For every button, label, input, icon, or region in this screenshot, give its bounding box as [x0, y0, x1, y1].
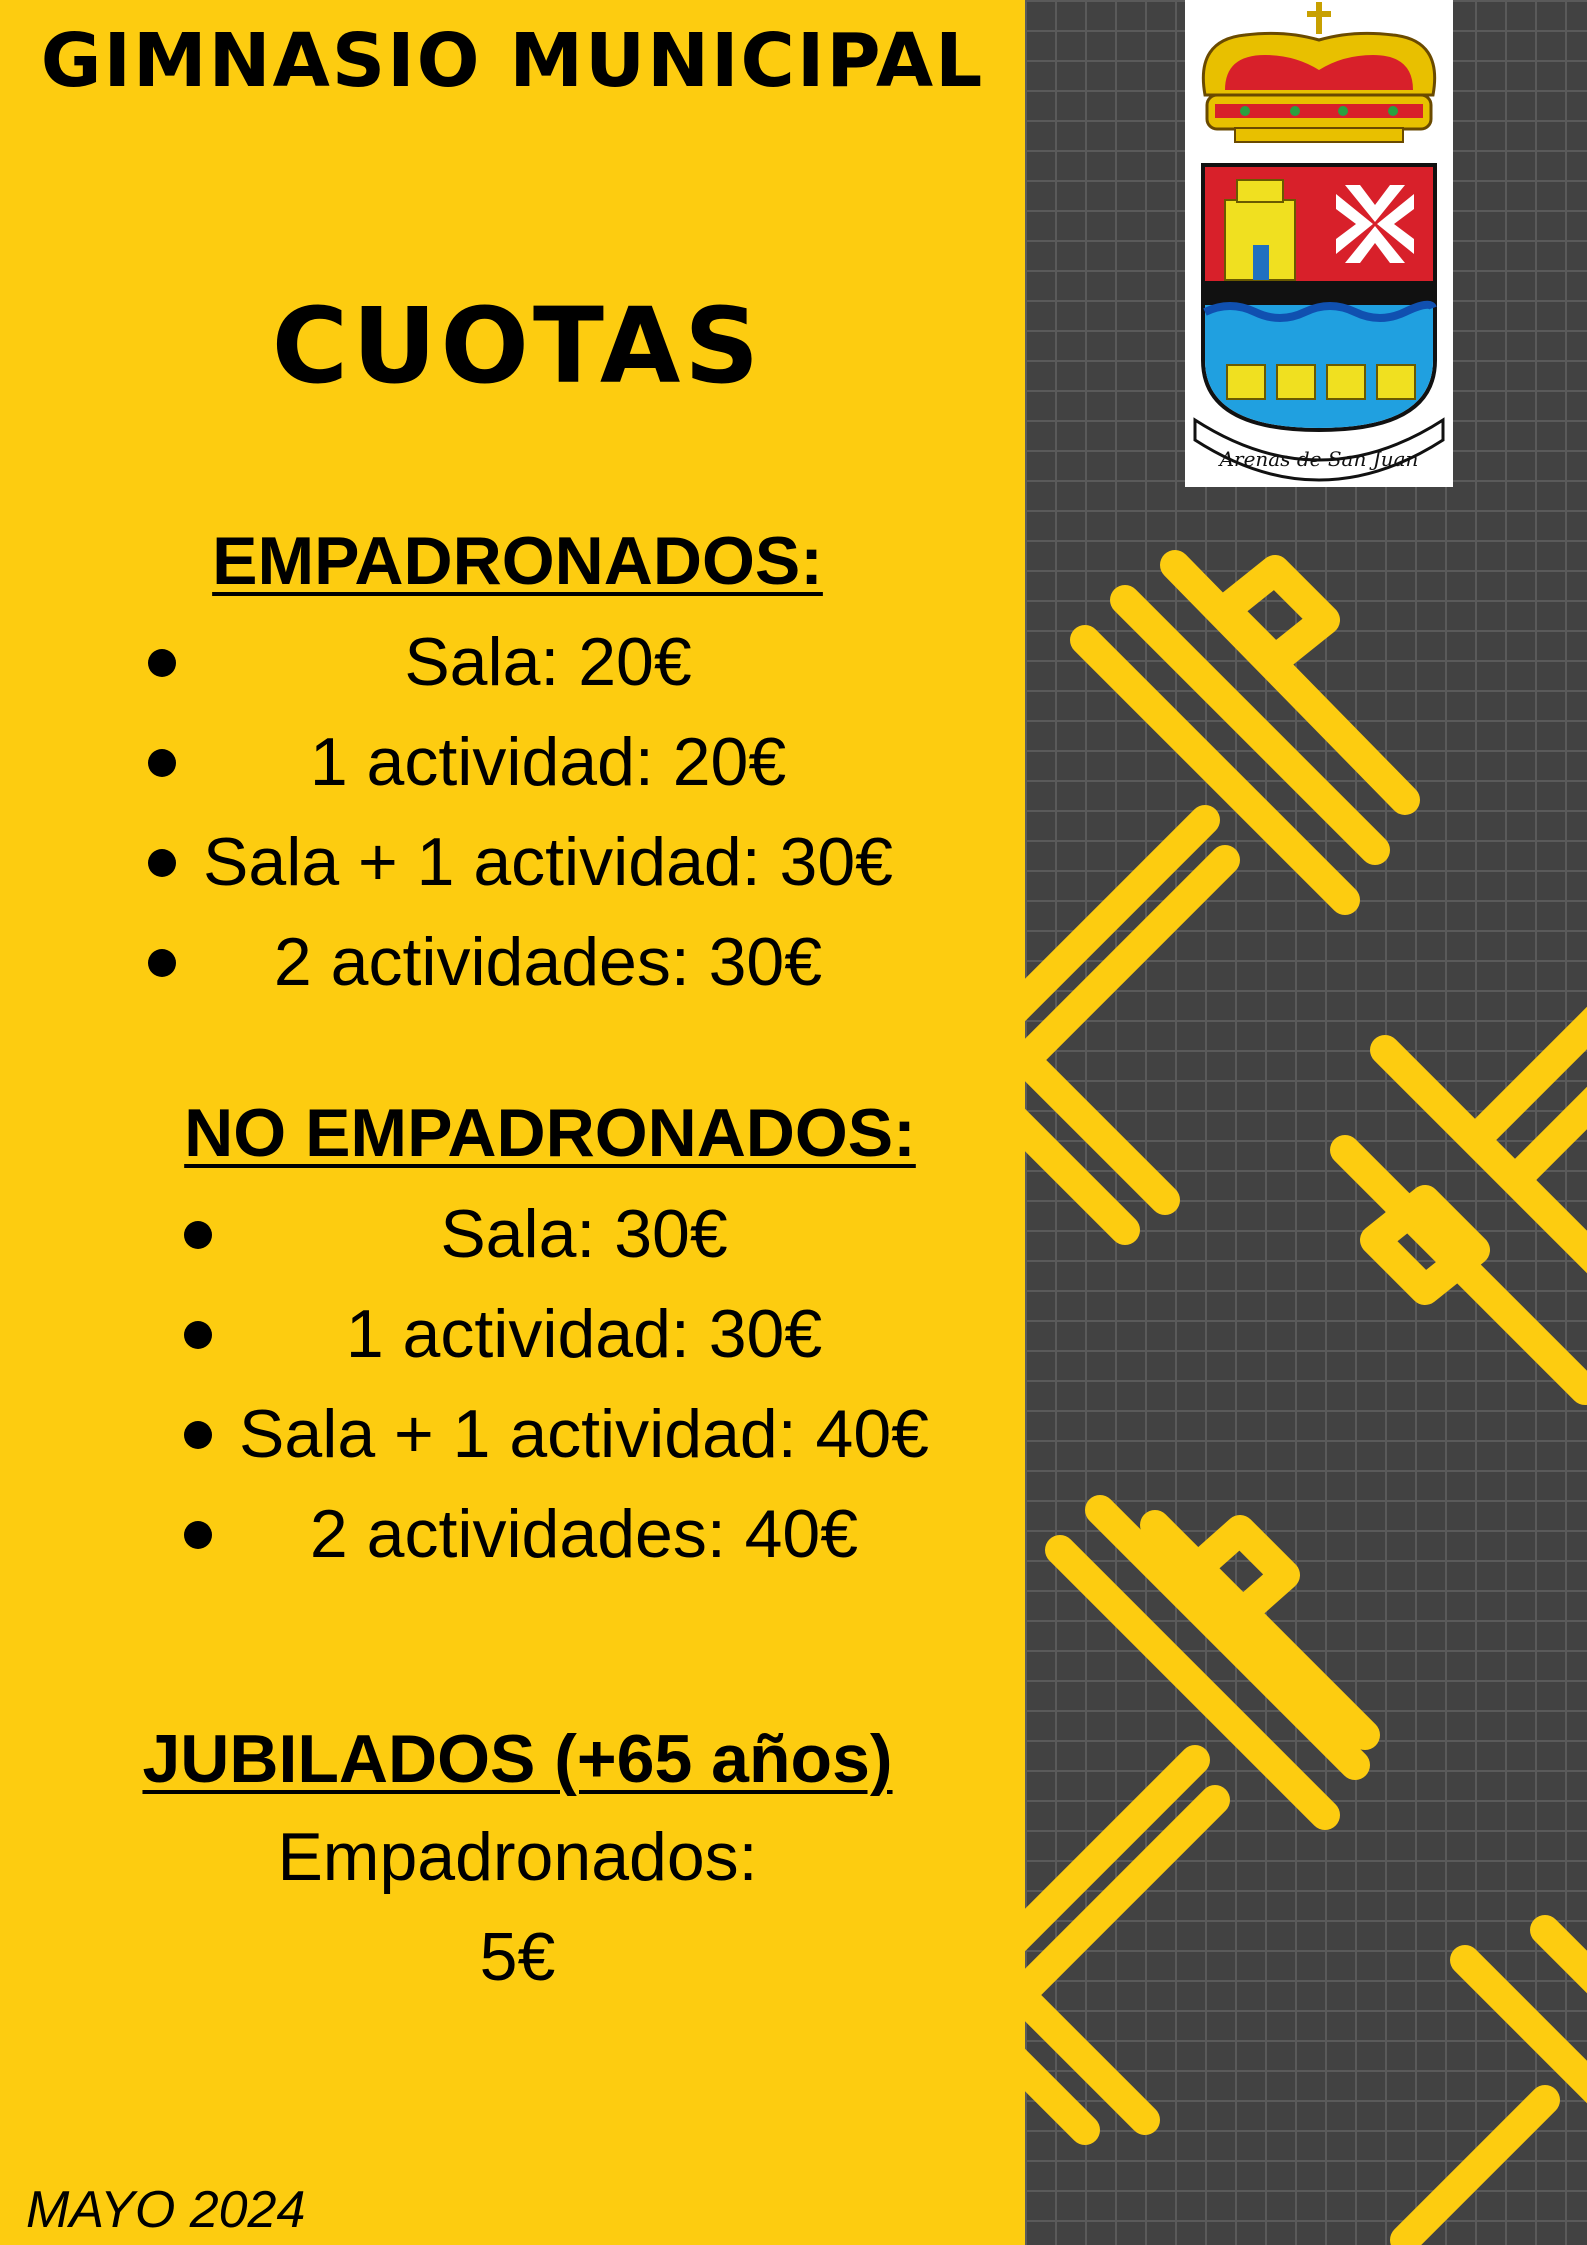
bullet-icon	[148, 749, 176, 777]
section-heading-no-empadronados: NO EMPADRONADOS:	[184, 1095, 916, 1171]
footer-date: MAYO 2024	[26, 2181, 306, 2239]
list-item: Sala + 1 actividad: 40€	[184, 1384, 984, 1484]
list-item: 1 actividad: 20€	[148, 712, 948, 812]
bullet-icon	[184, 1521, 212, 1549]
list-item: Sala: 20€	[148, 612, 948, 712]
coat-of-arms-icon	[1185, 0, 1453, 487]
dumbbell-shape-4	[1405, 1930, 1587, 2240]
bullet-icon	[184, 1321, 212, 1349]
page-title: GIMNASIO MUNICIPAL	[40, 18, 985, 104]
page-subtitle: CUOTAS	[271, 285, 764, 407]
section-heading-jubilados: JUBILADOS (+65 años)	[142, 1721, 893, 1797]
shield-icon	[1203, 165, 1435, 430]
jubilados-price: 5€	[479, 1919, 556, 1995]
fee-list-empadronados	[148, 612, 948, 1012]
jubilados-label: Empadronados:	[277, 1819, 758, 1895]
dumbbell-shape-2	[1345, 990, 1587, 1390]
list-item: 1 actividad: 30€	[184, 1284, 984, 1384]
bullet-icon	[184, 1421, 212, 1449]
list-item: Sala + 1 actividad: 30€	[148, 812, 948, 912]
svg-text:Arenas de San Juan: Arenas de San Juan	[1219, 447, 1419, 471]
dumbbell-shape-3	[1025, 1510, 1365, 2130]
bullet-icon	[184, 1221, 212, 1249]
list-item: 2 actividades: 30€	[148, 912, 948, 1012]
bullet-icon	[148, 949, 176, 977]
section-heading-empadronados: EMPADRONADOS:	[212, 523, 823, 599]
bullet-icon	[148, 649, 176, 677]
crown-icon	[1203, 2, 1434, 142]
list-item: 2 actividades: 40€	[184, 1484, 984, 1584]
fee-list-no-empadronados	[184, 1184, 984, 1584]
municipal-crest	[1185, 0, 1453, 487]
bullet-icon	[148, 849, 176, 877]
list-item: Sala: 30€	[184, 1184, 984, 1284]
